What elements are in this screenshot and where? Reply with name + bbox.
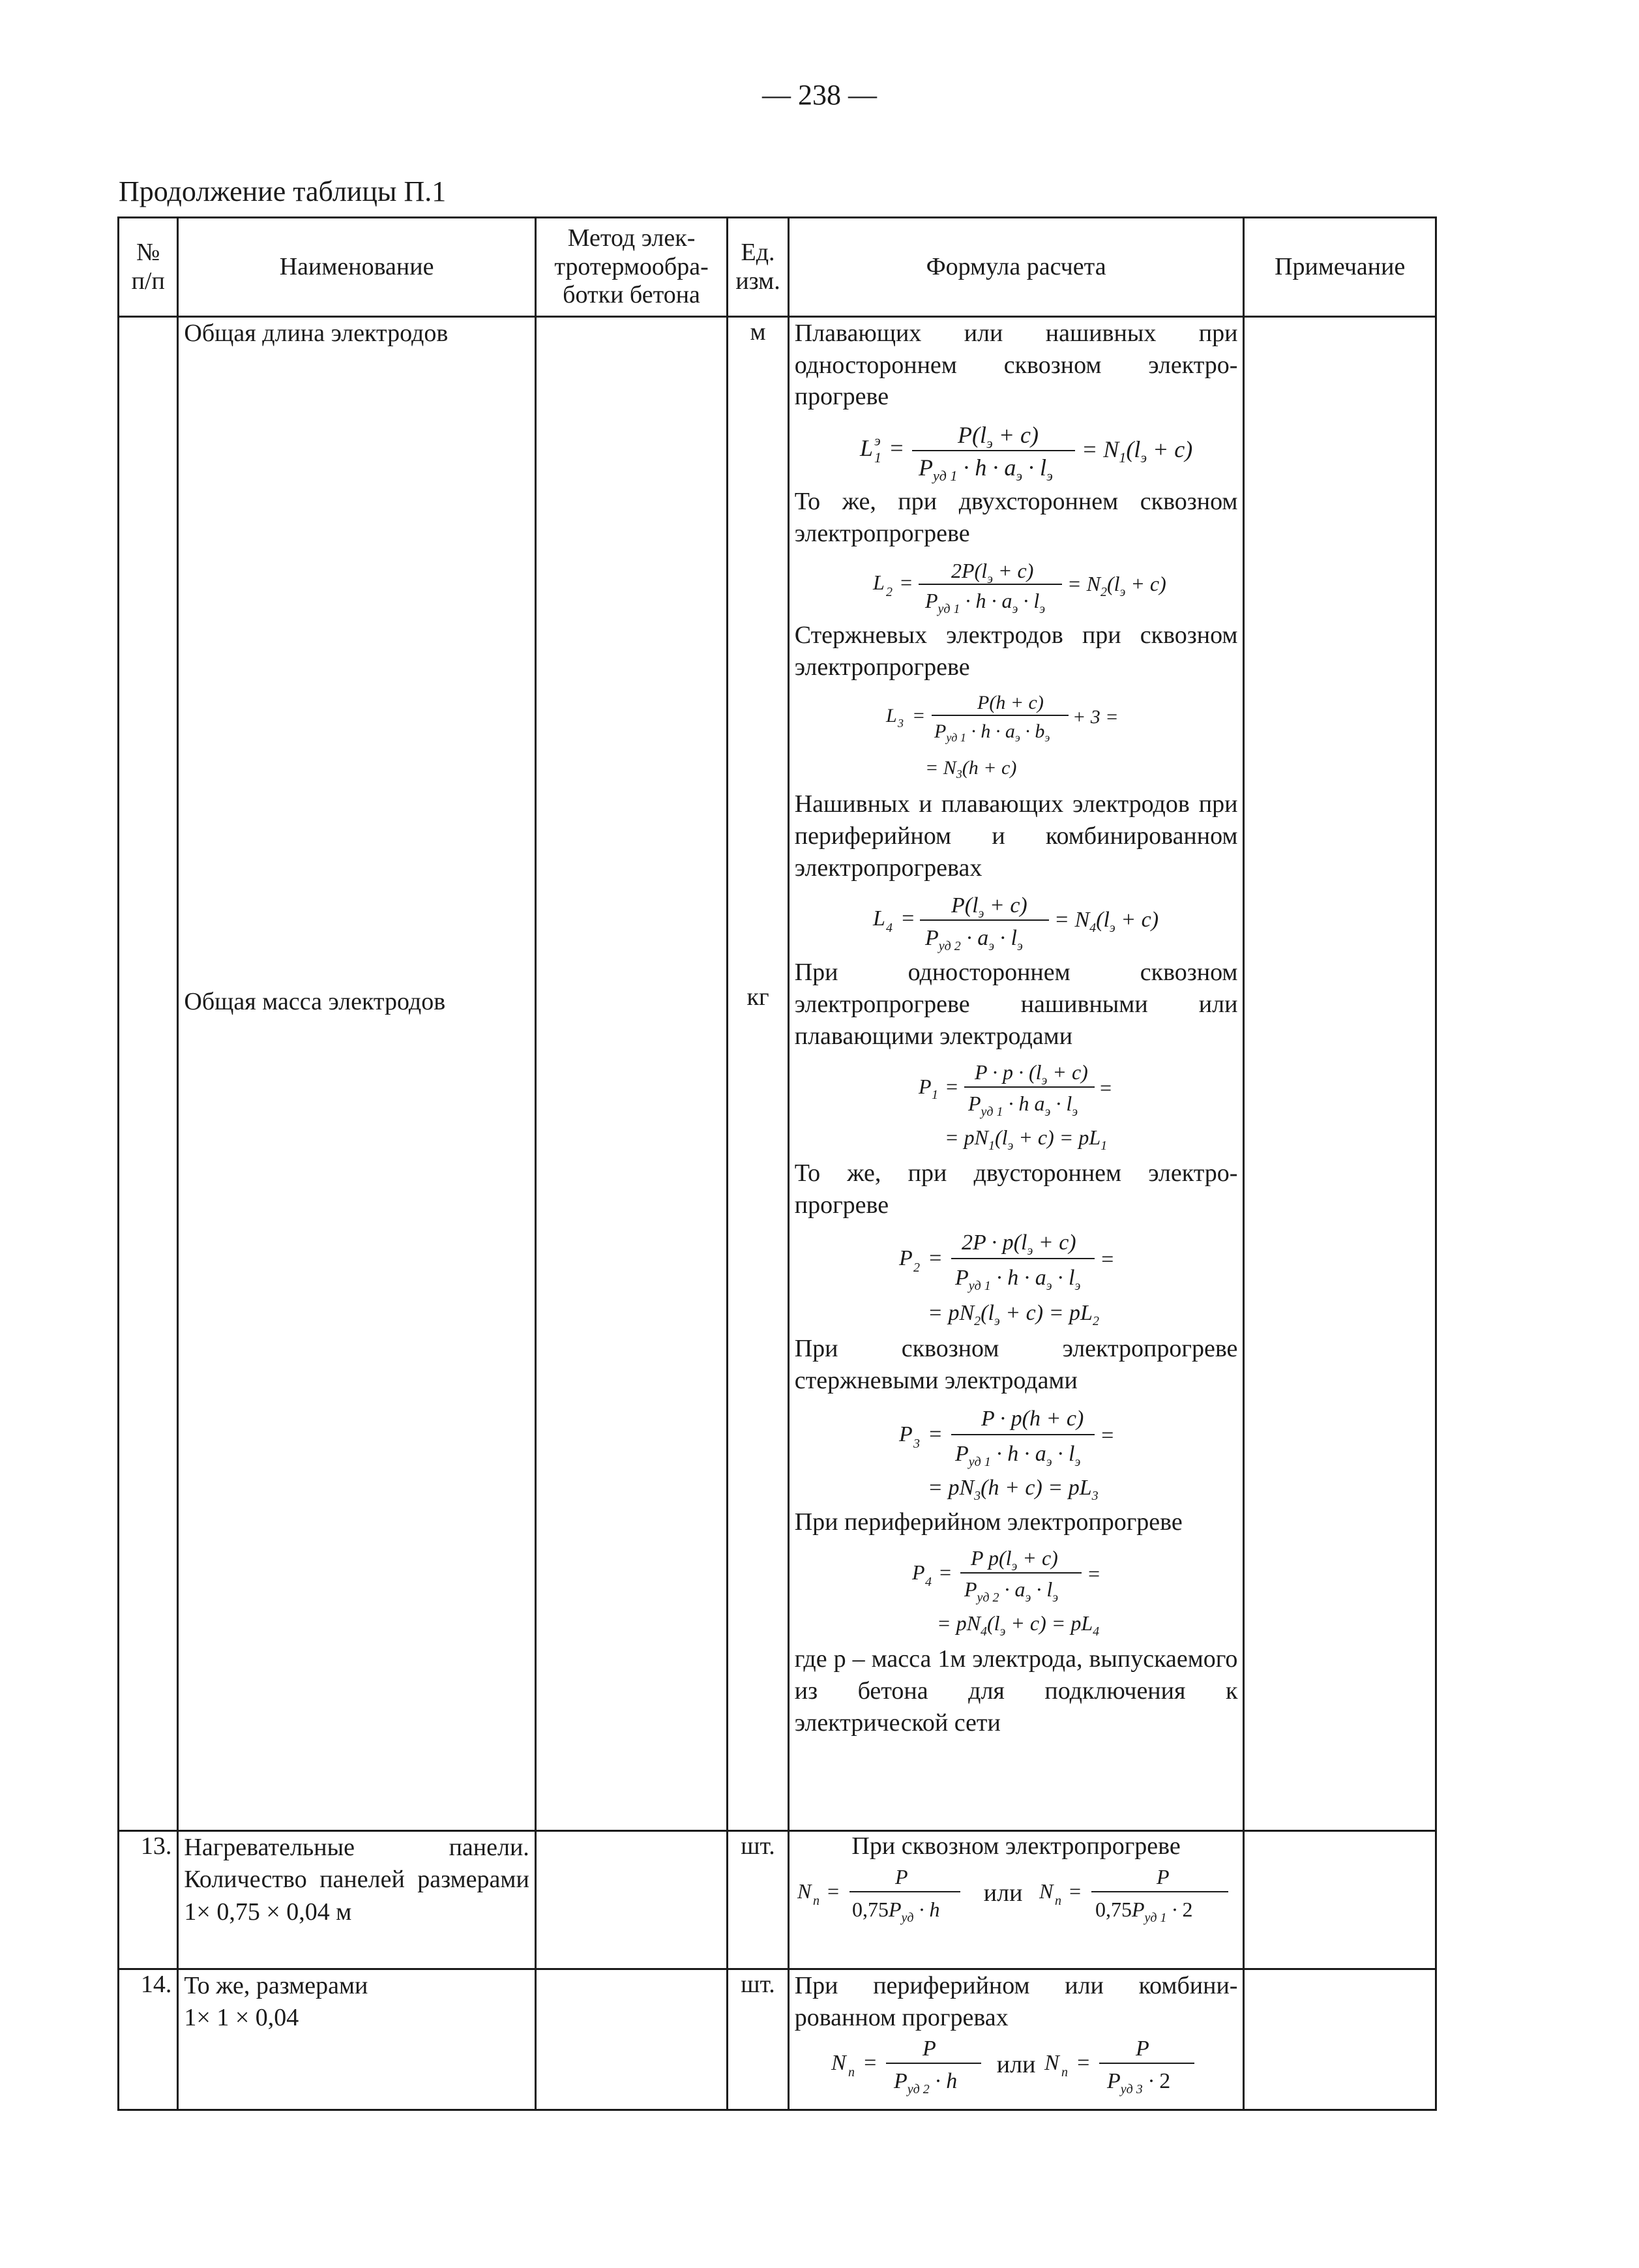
svg-text:4: 4 (924, 1575, 932, 1590)
row-name-mass: Общая масса электродов (184, 988, 446, 1016)
svg-text:N: N (797, 1879, 812, 1903)
or-label: или (996, 2051, 1036, 2079)
svg-text:P · p(h + c): P · p(h + c) (981, 1406, 1084, 1431)
formula-cell (788, 317, 1244, 1831)
svg-text:L: L (859, 434, 873, 461)
svg-text:1: 1 (874, 449, 881, 466)
formula-P2 (860, 1225, 1173, 1329)
unit-cell (728, 317, 788, 1831)
svg-text:Pуд 1 · h · aэ · lэ: $P_{уд 1} \cdot h \cdot a_э \cdot l_э$ (924, 589, 1045, 617)
formula-text: Плавающих или нашивных при одностороннем сквозном электропрогреве (794, 320, 1238, 411)
unit-length: м (750, 318, 766, 346)
svg-text:= pN2(lэ + c) = pL2: = $pN_2(l_э + c) = pL_2$ (927, 1301, 1099, 1329)
table-row (119, 1969, 1436, 2110)
svg-text:P: P (1157, 1865, 1170, 1888)
formula-P4 (860, 1542, 1173, 1639)
svg-text:0,75Pуд · h: $0,75P_{уд} \cdot h$ (851, 1898, 940, 1925)
svg-text:L: L (885, 705, 897, 727)
table-row (119, 317, 1436, 1831)
header-note: Примечание (1244, 218, 1436, 317)
svg-text:п: п (812, 1894, 820, 1908)
svg-text:=: = (1099, 1247, 1115, 1272)
svg-text:= N3(h + c): = $N_3(h + c)$ (924, 757, 1016, 781)
formula-text: При периферийном или комбинированном прогревах (794, 1972, 1238, 2031)
table-row (119, 1831, 1436, 1969)
unit-cell: шт. (728, 1969, 788, 2110)
method-cell (535, 1831, 728, 1969)
svg-text:Pуд 3 · 2: $P_{уд 3} \cdot 2$ (1107, 2069, 1171, 2097)
unit-cell: шт. (728, 1831, 788, 1969)
svg-text:P: P (1136, 2037, 1150, 2061)
svg-text:4: 4 (885, 921, 893, 936)
formula-text: При сквозном электропрогреве стержневыми электродами (794, 1335, 1238, 1394)
unit-mass: кг (746, 983, 769, 1011)
svg-text:Pуд 1 · h · aэ · lэ: $P_{уд 1} \cdot h \cdot a_э \cdot l_э$ (918, 454, 1053, 484)
header-num: № п/п (119, 218, 178, 317)
row-name: 1× 1 × 0,04 (184, 2004, 299, 2032)
svg-text:N: N (831, 2051, 846, 2076)
svg-text:= N1(lэ + c): = $N_1(l_э + c)$ (1081, 436, 1192, 466)
num-cell (119, 317, 178, 1831)
formula-L2 (847, 553, 1186, 616)
formula-Nn-d (1044, 2033, 1201, 2096)
svg-text:P: P (894, 1865, 908, 1888)
svg-text:=: = (1098, 1076, 1113, 1100)
svg-text:= N4(lэ + c): = $N_4(l_э + c)$ (1054, 908, 1159, 936)
svg-text:Pуд 1 · h · aэ · lэ: $P_{уд 1} \cdot h \cdot a_э \cdot l_э$ (954, 1441, 1080, 1469)
svg-text:=: = (1076, 2051, 1091, 2076)
svg-text:=: = (825, 1879, 840, 1903)
or-label: или (983, 1879, 1023, 1907)
header-formula: Формула расчета (788, 218, 1244, 317)
note-cell (1244, 1831, 1436, 1969)
svg-text:= N2(lэ + c): = $N_2(l_э + c)$ (1067, 572, 1166, 600)
data-table (117, 216, 1437, 2111)
svg-text:=: = (911, 705, 925, 727)
svg-text:=: = (938, 1560, 952, 1585)
svg-text:3: 3 (897, 717, 904, 730)
svg-text:=: = (1099, 1423, 1115, 1448)
svg-text:+ 3 =: + 3 = (1072, 706, 1119, 728)
svg-text:P: P (898, 1246, 913, 1271)
row-name: Количество панелей размерами (184, 1866, 529, 1894)
svg-text:N: N (1044, 2051, 1060, 2076)
svg-text:=: = (927, 1422, 943, 1446)
table-header-row (119, 218, 1436, 317)
name-cell (178, 317, 535, 1831)
svg-text:0,75Pуд 1 · 2: $0,75P_{уд 1} \cdot 2$ (1095, 1898, 1193, 1925)
svg-text:P: P (898, 1422, 913, 1446)
num-cell: 14. (119, 1969, 178, 2110)
formula-text: То же, при двустороннем электропрогреве (794, 1159, 1238, 1219)
formula-L4 (847, 888, 1186, 953)
svg-text:L: L (872, 906, 885, 931)
svg-text:2: 2 (913, 1261, 920, 1276)
row-name-length: Общая длина электродов (184, 320, 449, 347)
svg-text:Pуд 1 · h · aэ · bэ: $P_{уд 1} \cdot h \cdot a_э \cdot b_э$ (934, 721, 1050, 745)
row-name: Нагревательные панели. (184, 1834, 529, 1861)
formula-text: При одностороннем сквозном электропрогреве нашивными или плавающими электродами (794, 959, 1238, 1050)
header-method: Метод электротермообработки бетона (535, 218, 728, 317)
svg-text:=: = (927, 1246, 943, 1271)
svg-text:Pуд 2 · aэ · lэ: $P_{уд 2} \cdot a_э \cdot l_э$ (924, 926, 1023, 954)
page-number: — 238 — (762, 79, 877, 111)
header-unit: Ед. изм. (728, 218, 788, 317)
row-name: То же, размерами (184, 1972, 368, 1999)
formula-L1 (847, 417, 1192, 484)
svg-text:P: P (911, 1560, 925, 1585)
svg-text:Pуд 2 · h: $P_{уд 2} \cdot h$ (893, 2069, 957, 2097)
formula-text: То же, при двухстороннем сквозном электропрогреве (794, 487, 1238, 547)
svg-text:= pN3(h + c) = pL3: = $pN_3(h + c) = pL_3$ (927, 1475, 1099, 1503)
svg-text:= pN1(lэ + c) = pL1: = $pN_1(l_э + c) = pL_1$ (944, 1126, 1107, 1154)
name-cell (178, 1831, 535, 1969)
header-name: Наименование (178, 218, 535, 317)
svg-text:P(lэ + c): $P(l_э + c)$ (957, 421, 1039, 451)
svg-text:N: N (1039, 1879, 1054, 1903)
method-cell (535, 317, 728, 1831)
formula-cell (788, 1831, 1244, 1969)
svg-text:L: L (872, 571, 885, 595)
svg-text:=: = (900, 906, 915, 931)
formula-Nn-b (1039, 1860, 1235, 1926)
svg-text:=: = (944, 1075, 959, 1099)
svg-text:P(lэ + c): $P(l_э + c)$ (951, 893, 1027, 921)
formula-P1 (860, 1056, 1173, 1154)
svg-text:2: 2 (885, 585, 893, 600)
svg-text:P p(lэ + c): P $p(l_э + c)$ (970, 1546, 1058, 1574)
svg-text:=: = (1068, 1879, 1083, 1903)
svg-text:3: 3 (913, 1436, 920, 1451)
formula-text: где p – масса 1м электрода, выпускаемого из бетона для подключения к электрической сети (794, 1645, 1238, 1737)
note-cell (1244, 1969, 1436, 2110)
formula-L3 (860, 687, 1173, 784)
num-cell: 13. (119, 1831, 178, 1969)
svg-text:=: = (1086, 1562, 1101, 1586)
svg-text:P: P (922, 2037, 936, 2061)
svg-text:P: P (918, 1075, 932, 1099)
svg-text:1: 1 (931, 1088, 938, 1103)
formula-Nn-a (797, 1860, 967, 1926)
formula-text: Стержневых электродов при сквозном электропрогреве (794, 621, 1238, 681)
svg-text:п: п (1055, 1894, 1062, 1908)
svg-text:=: = (862, 2051, 878, 2076)
name-cell (178, 1969, 535, 2110)
row-name: 1× 0,75 × 0,04 м (184, 1898, 352, 1926)
svg-text:2P · p(lэ + c): $2P \cdot p(l_э + c)$ (961, 1231, 1076, 1259)
table-caption: Продолжение таблицы П.1 (119, 175, 447, 207)
svg-text:2P(lэ + c): $2P(l_э + c)$ (951, 559, 1033, 587)
svg-text:Pуд 2 · aэ · lэ: $P_{уд 2} \cdot a_э \cdot l_э$ (964, 1577, 1058, 1605)
formula-text: При периферийном электропрогреве (794, 1508, 1183, 1536)
formula-Nn-c (831, 2033, 988, 2096)
formula-text: При сквозном электропрогреве (851, 1832, 1181, 1860)
method-cell (535, 1969, 728, 2110)
svg-text:Pуд 1 · h aэ · lэ: $P_{уд 1} \cdot h$ $a_э \cdot l_э$ (967, 1092, 1078, 1120)
svg-text:=: = (898, 571, 913, 595)
formula-P3 (860, 1401, 1173, 1502)
formula-cell (788, 1969, 1244, 2110)
svg-text:э: э (874, 432, 881, 449)
note-cell (1244, 317, 1436, 1831)
svg-text:= pN4(lэ + c) = pL4: = $pN_4(l_э + c) = pL_4$ (936, 1611, 1099, 1639)
formula-text: Нашивных и плавающих электродов при периферийном и комбинированном электропрогревах (794, 790, 1238, 882)
svg-text:Pуд 1 · h · aэ · lэ: $P_{уд 1} \cdot h \cdot a_э \cdot l_э$ (954, 1266, 1080, 1294)
svg-text:п: п (1061, 2065, 1069, 2080)
svg-text:п: п (848, 2065, 855, 2080)
svg-text:=: = (888, 434, 904, 461)
svg-text:P(h + c): P(h + c) (977, 692, 1044, 714)
svg-text:P · p · (lэ + c): $P \cdot p \cdot (l_э + c)$ (974, 1060, 1088, 1088)
